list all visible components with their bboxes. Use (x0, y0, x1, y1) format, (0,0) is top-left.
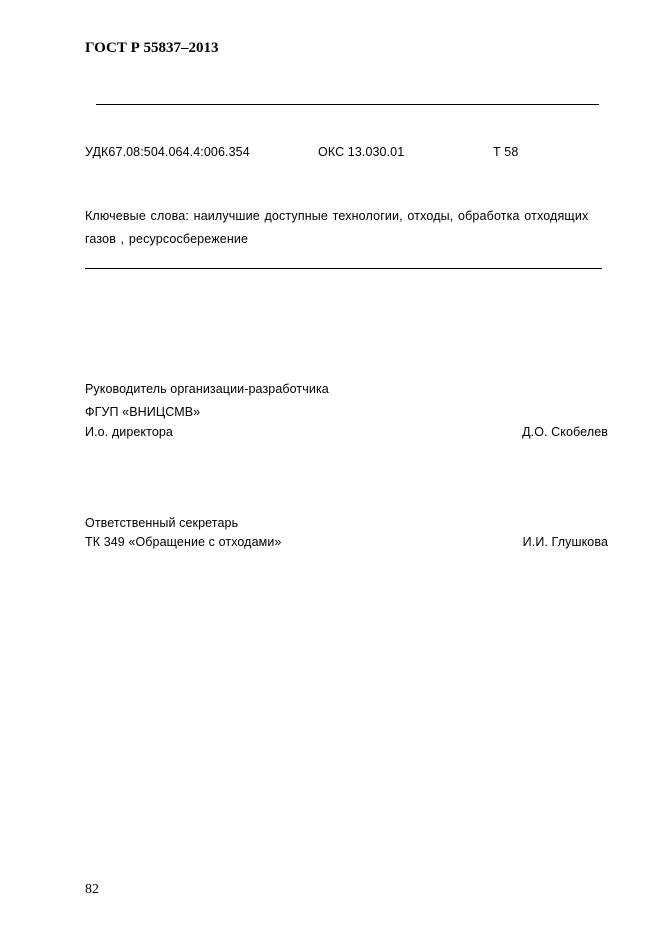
keywords-label: Ключевые слова: (85, 209, 190, 223)
keywords-text: наилучшие доступные технологии, отходы, обработка отходящих газов , ресурсосбережение (85, 209, 589, 246)
oks-code: ОКС 13.030.01 (318, 145, 405, 159)
bottom-separator (85, 268, 602, 269)
keywords-paragraph (85, 205, 620, 251)
udk-code: УДК67.08:504.064.4:006.354 (85, 145, 250, 159)
secretary-committee: ТК 349 «Обращение с отходами» (85, 535, 282, 549)
top-separator (96, 104, 599, 105)
standard-number: ГОСТ Р 55837–2013 (85, 40, 219, 56)
developer-name: Д.О. Скобелев (522, 425, 608, 439)
secretary-name: И.И. Глушкова (522, 535, 608, 549)
page-number: 82 (85, 882, 99, 897)
developer-position: И.о. директора (85, 425, 173, 439)
group-code: Т 58 (493, 145, 519, 159)
developer-organization: ФГУП «ВНИЦСМВ» (85, 405, 201, 419)
secretary-role-line1: Ответственный секретарь (85, 516, 239, 530)
developer-role-line1: Руководитель организации-разработчика (85, 382, 329, 396)
